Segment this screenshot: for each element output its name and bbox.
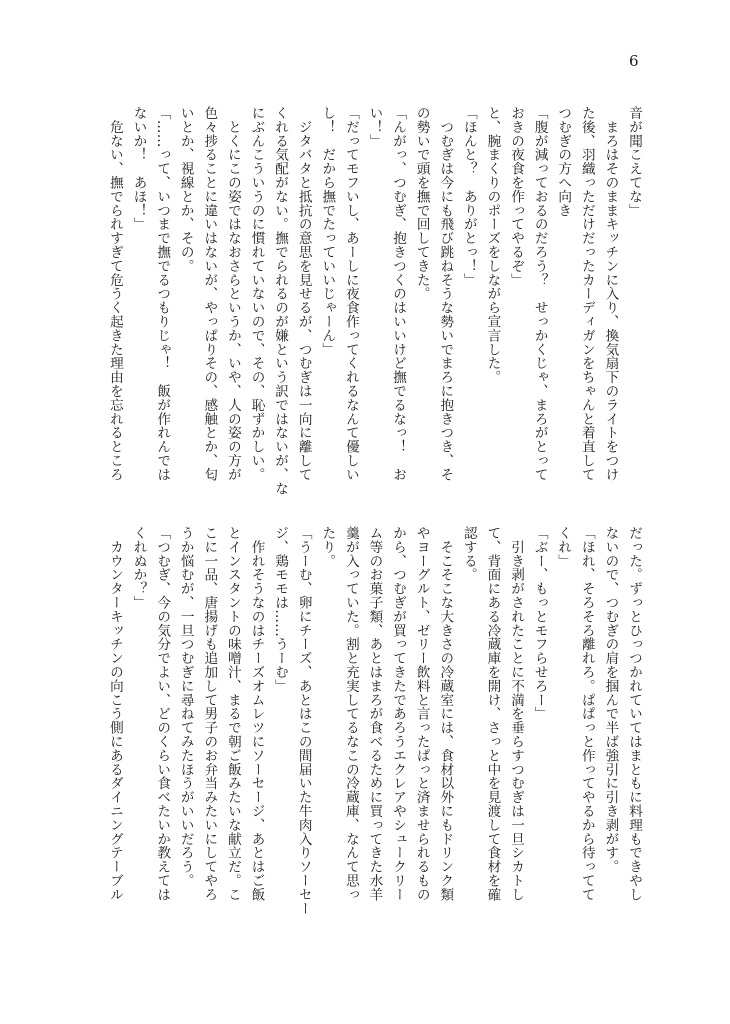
text-line: し！ だから撫でたっていいじゃーん」 xyxy=(319,106,336,357)
text-line: こに一品、唐揚げも追加して男子のお弁当みたいにしてやろ xyxy=(201,526,218,902)
text-line: うか悩むが、一旦つむぎに尋ねてみたほうがいいだろう。 xyxy=(177,526,194,888)
text-line: 「ほれ、そろそろ離れろ。ぱぱっと作ってやるから待ってて xyxy=(578,526,595,902)
text-line: 危ない、撫でられすぎて危うく起きた理由を忘れるところ xyxy=(106,106,123,482)
text-line: から、つむぎが買ってきたであろうエクレアやシュークリー xyxy=(390,526,407,902)
text-line: だった。ずっとひっつかれていてはまともに料理もできやし xyxy=(626,526,642,902)
lower-text-block xyxy=(100,526,645,914)
text-line: ジ、鶏モモは……うーむ」 xyxy=(272,526,289,693)
text-line: 「……って、いつまで撫でるつもりじゃ！ 飯が作れんでは xyxy=(154,106,171,482)
text-line: おきの夜食を作ってやるぞ」 xyxy=(508,106,525,287)
text-line: と、腕まくりのポーズをしながら宣言した。 xyxy=(484,106,501,384)
text-line: 作れそうなのはチーズオムレツにソーセージ、あとはご飯 xyxy=(248,526,265,902)
text-line: いとか、視線とか、その。 xyxy=(177,106,194,273)
text-line: 「つむぎ、今の気分でよい、どのくらい食べたいか教えては xyxy=(154,526,171,902)
text-line: い！」 xyxy=(366,106,383,148)
text-line: やヨーグルト、ゼリー飲料と言ったぱっと済ませられるもの xyxy=(413,526,430,902)
text-line: 「腹が減っておるのだろう？ せっかくじゃ、まろがとって xyxy=(531,106,548,482)
text-line: くれぬか？」 xyxy=(130,526,147,610)
text-line: ないので、つむぎの肩を掴んで半ば強引に引き剥がす。 xyxy=(602,526,619,874)
text-line: の勢いで頭を撫で回してきた。 xyxy=(413,106,430,301)
text-line: ないか！ あほ！」 xyxy=(130,106,147,232)
text-line: 音が聞こえてな」 xyxy=(626,106,642,218)
text-line: ム等のお菓子類、あとはまろが食べるために買ってきた水羊 xyxy=(366,526,383,902)
page-number: 6 xyxy=(629,52,639,70)
upper-text-block xyxy=(100,106,645,494)
text-line: つむぎの方へ向き xyxy=(555,106,572,218)
text-line: とくにこの姿ではなおさらというか、いや、人の姿の方が xyxy=(224,106,241,482)
text-line: ジタバタと抵抗の意思を見せるが、つむぎは一向に離して xyxy=(295,106,312,482)
text-line: にぶんこういうのに慣れていないので、その、恥ずかしい。 xyxy=(248,106,265,482)
text-line: 「だってモフいし、あーしに夜食作ってくれるなんて優しい xyxy=(342,106,359,482)
text-line: くれ」 xyxy=(555,526,572,568)
text-line: とインスタントの味噌汁、まるで朝ご飯みたいな献立だ。こ xyxy=(224,526,241,902)
text-line: 羹が入っていた。割と充実してるなこの冷蔵庫、なんて思っ xyxy=(342,526,359,902)
text-line: 引き剥がされたことに不満を垂らすつむぎは一旦シカトし xyxy=(508,526,525,902)
text-line: たり。 xyxy=(319,526,336,568)
text-line: た後、羽織っただけだったカーディガンをちゃんと着直して xyxy=(578,106,595,482)
text-line: 「んがっ、つむぎ、抱きつくのはいいけど撫でるなっ！ お xyxy=(390,106,407,482)
text-line: 「ぶー、もっとモフらせろー」 xyxy=(531,526,548,721)
text-line: つむぎは今にも飛び跳ねそうな勢いでまろに抱きつき、そ xyxy=(437,106,454,482)
text-line: 「うーむ、卵にチーズ、あとはこの間届いた牛肉入りソーセー xyxy=(295,526,312,916)
text-line: て、背面にある冷蔵庫を開け、さっと中を見渡して食材を確 xyxy=(484,526,501,902)
text-line: 認する。 xyxy=(460,526,477,582)
text-line: 色々捗ることに違いはないが、やっぱりその、感触とか、匂 xyxy=(201,106,218,482)
text-line: そこそこな大きさの冷蔵室には、食材以外にもドリンク類 xyxy=(437,526,454,902)
text-line: まろはそのままキッチンに入り、換気扇下のライトをつけ xyxy=(602,106,619,482)
text-line: くれる気配がない。撫でられるのが嫌という訳ではないが、な xyxy=(272,106,289,496)
text-line: カウンターキッチンの向こう側にあるダイニングテーブル xyxy=(106,526,123,902)
text-line: 「ほんと？ ありがとっ！」 xyxy=(460,106,477,287)
